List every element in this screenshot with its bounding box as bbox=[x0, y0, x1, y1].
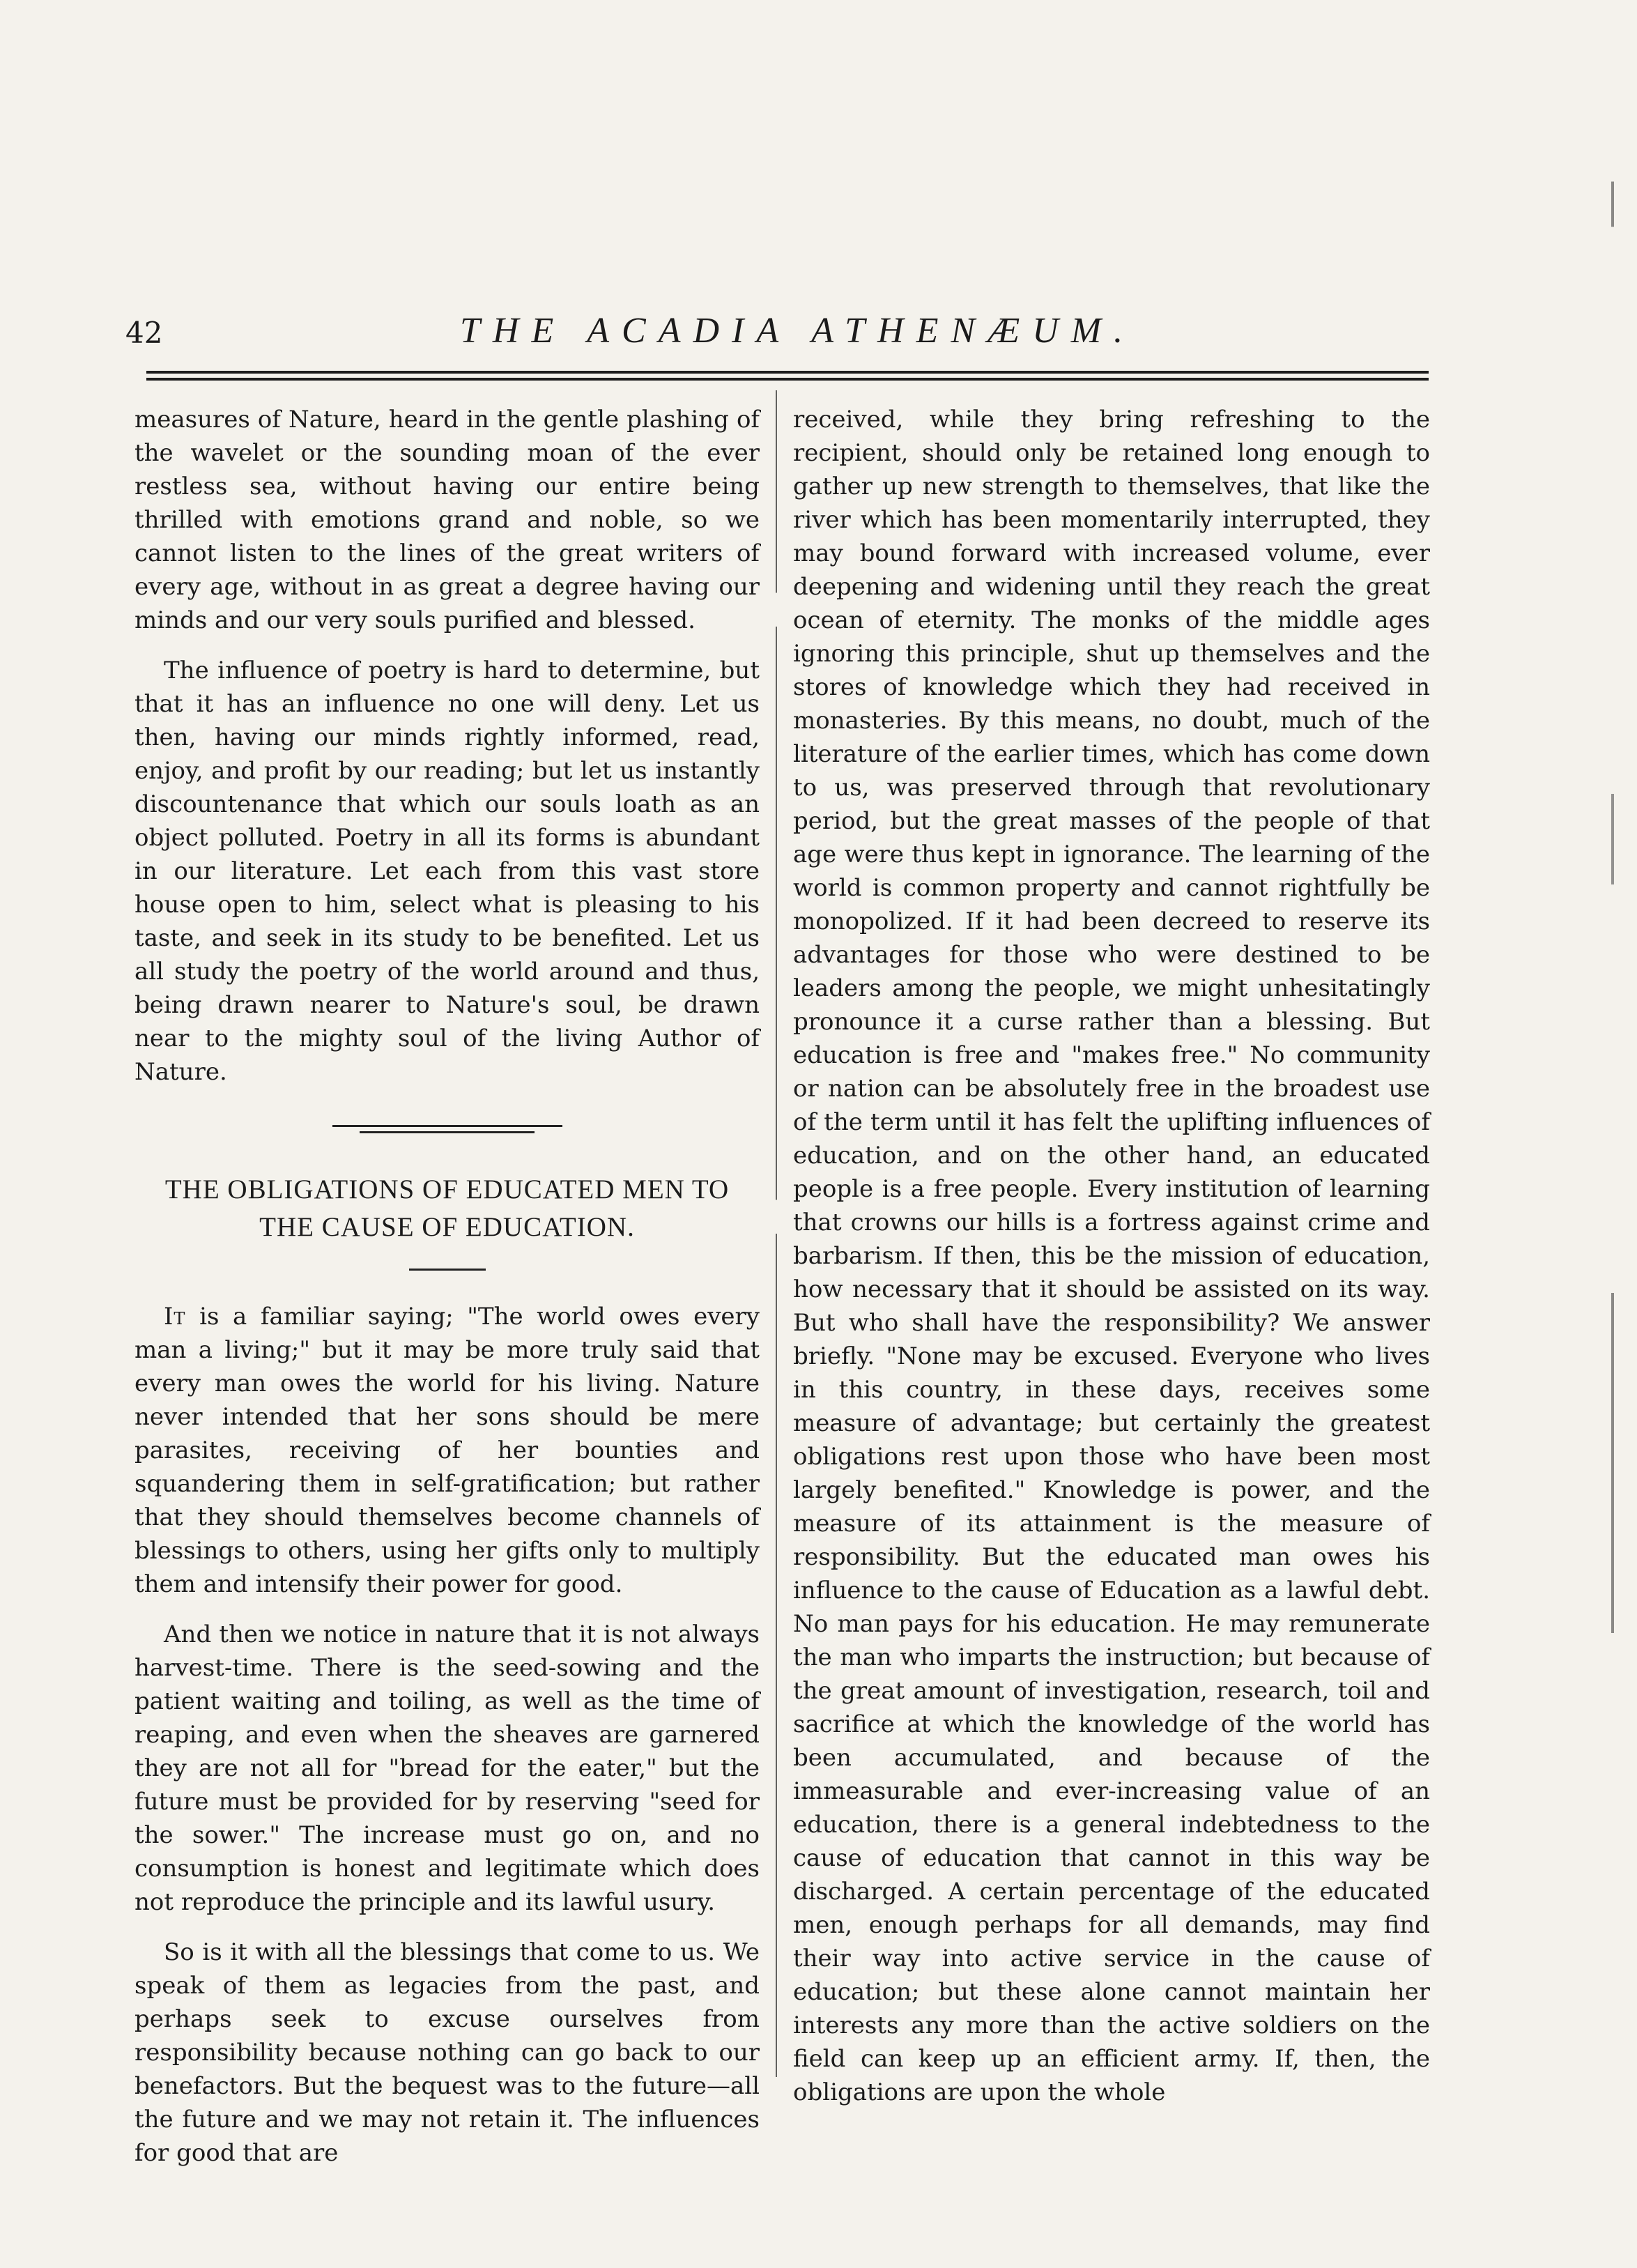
column-divider bbox=[776, 390, 777, 2077]
title-dash bbox=[409, 1269, 486, 1271]
section-break-line-short bbox=[360, 1131, 535, 1133]
article-opening-text: is a familiar saying; "The world owes every man a living;" but it may be more truly said that every man owes the world for his living. Nature never intended that her sons should be mere parasites, receiving of her bounties and squandering them in self-gratification; but rather that they should themselves become channels of blessings to others, using her gifts only to multiply them and intensify their power for good. bbox=[135, 1303, 760, 1598]
header-rule-top bbox=[146, 371, 1429, 374]
page-number: 42 bbox=[125, 316, 163, 350]
right-column bbox=[793, 403, 1430, 2126]
left-column bbox=[135, 403, 760, 2186]
right-continuation-paragraph: received, while they bring refreshing to the recipient, should only be retained long enough to gather up new strength to themselves, that like the river which has been momentarily interrupted, they may bound forward with increased volume, ever deepening and widening until they reach the great ocean of eternity. The monks of the middle ages ignoring this principle, shut up themselves and the stores of knowledge which they had received in monasteries. By this means, no doubt, much of the literature of the earlier times, which has come down to us, was preserved through that revolutionary period, but the great masses of the people of that age were thus kept in ignorance. The learning of the world is common property and cannot rightfully be monopolized. If it had been decreed to reserve its advantages for those who were destined to be leaders among the people, we might unhesitatingly pronounce it a curse rather than a blessing. But education is free and "makes free." No community or nation can be absolutely free in the broadest use of the term until it has felt the uplifting influences of education, and on the other hand, an educated people is a free people. Every institution of learning that crowns our hills is a fortress against crime and barbarism. If then, this be the mission of education, how necessary that it should be assisted on its way. But who shall have the responsibility? We answer briefly. "None may be excused. Everyone who lives in this country, in these days, receives some measure of advantage; but certainly the greatest obligations rest upon those who have been most largely benefited." Knowledge is power, and the measure of its attainment is the measure of responsibility. But the educated man owes his influence to the cause of Education as a lawful debt. No man pays for his education. He may remunerate the man who imparts the instruction; but because of the great amount of investigation, research, toil and sacrifice at which the knowledge of the world has been accumulated, and because of the immeasurable and ever-increasing value of an education, there is a general indebtedness to the cause of education that cannot in this way be discharged. A certain percentage of the educated men, enough perhaps for all demands, may find their way into active service in the cause of education; but these alone cannot maintain her interests any more than the active soldiers on the field can keep up an efficient army. If, then, the obligations are upon the whole bbox=[793, 406, 1430, 2106]
blessings-paragraph: So is it with all the blessings that come to us. We speak of them as legacies from the past, and perhaps seek to excuse ourselves from responsibility because nothing can go back to our benefactors. But the bequest was to the future—all the future and we may not retain it. The influences for good that are bbox=[135, 1938, 760, 2167]
harvest-paragraph: And then we notice in nature that it is not always harvest-time. There is the seed-sowing and the patient waiting and toiling, as well as the time of reaping, and even when the sheaves are garnered they are not all for "bread for the eater," but the future must be provided for by reserving "seed for the sower." The increase must go on, and no consumption is honest and legitimate which does not reproduce the principle and its lawful usury. bbox=[135, 1620, 760, 1916]
header-rule-bottom bbox=[146, 378, 1429, 381]
section-break bbox=[332, 1125, 562, 1133]
lead-word: It bbox=[164, 1303, 186, 1331]
poetry-influence-paragraph: The influence of poetry is hard to determine, but that it has an influence no one will deny. Let us then, having our minds rightly informed, read, enjoy, and profit by our reading; but let us instantly discountenance that which our souls loath as an object polluted. Poetry in all its forms is abundant in our literature. Let each from this vast store house open to him, select what is pleasing to his taste, and seek in its study to be benefited. Let us all study the poetry of the world around and thus, being drawn nearer to Nature's soul, be drawn near to the mighty soul of the living Author of Nature. bbox=[135, 657, 760, 1086]
article-opening-paragraph bbox=[135, 1300, 760, 1601]
page-header bbox=[125, 310, 1450, 359]
article-title: THE OBLIGATIONS OF EDUCATED MEN TO THE CAUSE OF EDUCATION. bbox=[164, 1174, 730, 1242]
scan-edge-marks bbox=[1611, 0, 1614, 2268]
running-title: THE ACADIA ATHENÆUM. bbox=[460, 311, 1136, 351]
section-break-line bbox=[332, 1125, 562, 1127]
left-continuation-paragraph: measures of Nature, heard in the gentle plashing of the wavelet or the sounding moan of the ever restless sea, without having our entire being thrilled with emotions grand and noble, so we cannot listen to the lines of the great writers of every age, without in as great a degree having our minds and our very souls purified and blessed. bbox=[135, 406, 760, 634]
